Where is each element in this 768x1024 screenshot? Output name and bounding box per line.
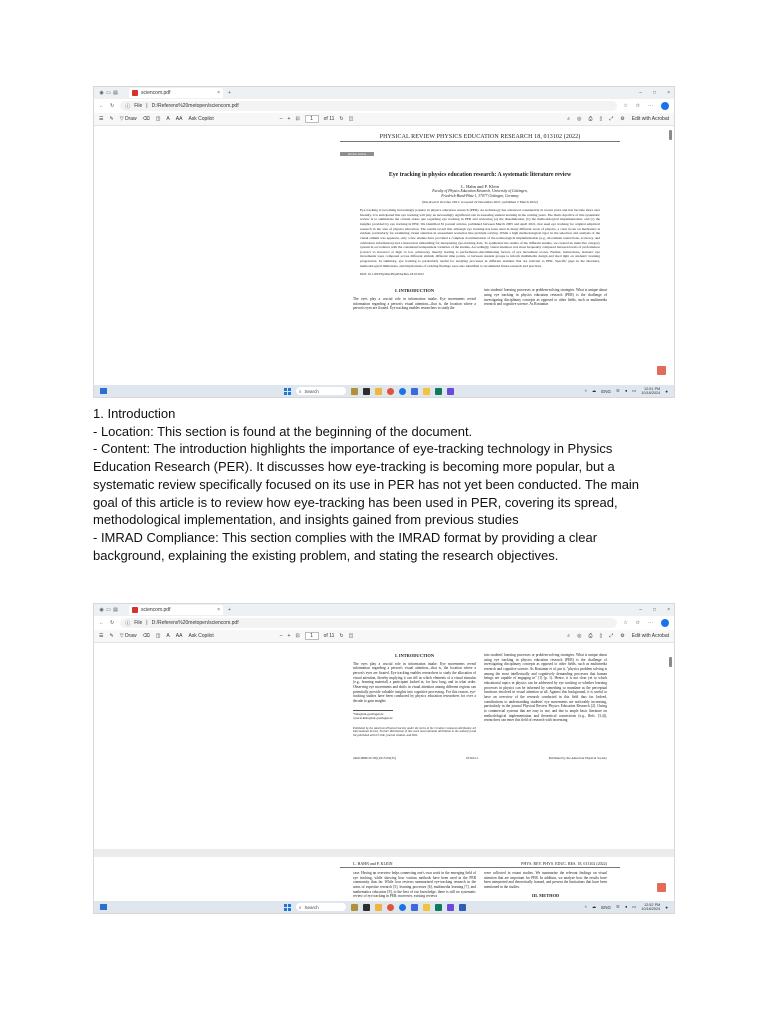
ask-copilot-button[interactable]: Ask Copilot — [188, 116, 214, 122]
body-column-left: case. Having an overview helps connecting one's own work in the emerging field of eye tracking, while showing how various methods have been used in the PER community thus far. While four reviews summarized eye-tracking research in the areas of expertise research [5], learning processes [6], multimedia learning [7], and mathematics education [8], to the best of our knowledge, there is still no systematic review of eye tracking in PER; moreover, existing reviews — [353, 871, 476, 899]
browser-tab[interactable] — [129, 88, 223, 98]
notes-imrad: - IMRAD Compliance: This section complies with the IMRAD format by providing a clear background, explaining the existing problem, and stating the research objectives. — [93, 529, 598, 563]
more-icon[interactable]: ··· — [648, 620, 653, 626]
app-icon[interactable] — [387, 388, 394, 395]
footnote-1: *lahn@uni-goettingen.de — [353, 711, 384, 716]
authors: L. Hahn and P. Klein — [461, 184, 499, 189]
refresh-icon[interactable]: ↻ — [110, 103, 115, 109]
print-icon[interactable]: ⎙ — [588, 633, 593, 639]
clock[interactable] — [641, 903, 660, 911]
notification-bell-icon[interactable]: ● — [665, 388, 668, 394]
address-bar-row — [94, 616, 674, 630]
draw-icon: ▽ — [119, 116, 124, 122]
article-title: Eye tracking in physics education research: A systematic literature review — [388, 172, 572, 178]
review-article-tag: Review Article — [340, 152, 374, 156]
received-dates: (Received 6 October 2021; accepted 22 December 2021; published 2 March 2022) — [422, 200, 538, 205]
back-icon[interactable]: ← — [99, 620, 104, 626]
page-number-input[interactable]: 1 — [305, 115, 319, 123]
rotate-icon[interactable]: ↻ — [339, 633, 344, 639]
close-window-button[interactable]: × — [667, 607, 670, 613]
app-icon[interactable] — [435, 904, 442, 911]
taskbar — [94, 385, 674, 397]
running-authors: L. HAHN and P. KLEIN — [353, 861, 393, 866]
page-total: of 11 — [323, 633, 335, 639]
save-icon[interactable]: ◎ — [577, 633, 582, 639]
favorites-icon[interactable]: ✩ — [635, 103, 640, 109]
app-icon[interactable] — [423, 904, 430, 911]
draw-icon: ▽ — [119, 633, 124, 639]
footnote-2: †pascal.klein@uni-goettingen.de — [353, 715, 393, 720]
footer-left: 2469-9896/22/18(1)/013102(35) — [353, 756, 396, 761]
tab-title: sciencom.pdf — [141, 607, 171, 613]
doi[interactable]: DOI: 10.1103/PhysRevPhysEducRes.18.013102 — [360, 272, 424, 277]
body-column-left: The eyes play a crucial role in information intake. Eye movements reveal information regarding a person's visual attention—that is, the location where a person's eyes are fixated. Eye tracking enables researchers to study the allocation of visual attention, thereby implying it can tell us which elements of a visual stimulus (e.g., learning material) a participant looked at, for how long, and in what order. Observing eye movements and shifts in visual attention among different regions can potentially provide valuable insights into cognitive processing. For this reason, eye-tracking studies have been conducted by physics education researchers for over a decade to gain insights — [353, 661, 476, 704]
close-window-button[interactable]: × — [667, 90, 670, 96]
app-icon[interactable] — [351, 904, 358, 911]
tab-actions-icon[interactable]: ▤ — [113, 607, 118, 613]
draw-label: Draw — [124, 633, 137, 639]
method-heading: III. METHOD — [531, 892, 560, 898]
body-columns — [340, 653, 620, 738]
volume-icon[interactable]: ◂ — [624, 904, 627, 909]
more-icon[interactable]: ··· — [648, 103, 653, 109]
favorites-icon[interactable]: ✩ — [635, 620, 640, 626]
battery-icon[interactable]: ▭ — [632, 904, 637, 909]
browser-tab-bar — [94, 604, 674, 616]
erase-icon[interactable]: ⌫ — [142, 116, 150, 122]
app-icon[interactable] — [363, 388, 370, 395]
notes-section — [93, 405, 653, 564]
word-icon[interactable] — [459, 904, 466, 911]
search-label: Search — [304, 904, 319, 910]
copilot-icon[interactable] — [661, 102, 669, 110]
minimize-button[interactable]: – — [639, 607, 643, 613]
address-field[interactable]: ⓘ File | D:/Referens%20metopen/sciencom.pdf — [120, 101, 617, 111]
section-heading: I. INTRODUCTION — [394, 653, 435, 658]
acrobat-icon[interactable] — [657, 366, 666, 375]
favorite-icon[interactable]: ☆ — [623, 103, 628, 109]
favorite-icon[interactable]: ☆ — [623, 620, 628, 626]
footer-right: Published by the American Physical Society — [548, 756, 607, 761]
wifi-icon[interactable]: ≋ — [615, 904, 620, 909]
footer-page-number: 013102-1 — [465, 756, 479, 761]
settings-icon[interactable]: ⚙ — [620, 633, 625, 639]
tab-actions-icon[interactable]: ▤ — [113, 90, 118, 96]
rotate-icon[interactable]: ↻ — [339, 116, 344, 122]
browser-tab-bar — [94, 87, 674, 99]
zoom-out-button[interactable]: – — [279, 116, 283, 122]
wifi-icon[interactable]: ≋ — [615, 388, 620, 393]
profile-icon[interactable]: ◉ — [99, 90, 104, 96]
screenshot-browser-pdf-1 — [93, 86, 675, 398]
address-bar-row — [94, 99, 674, 113]
close-tab-icon[interactable]: × — [217, 607, 220, 613]
save-as-icon[interactable]: ▯ — [599, 633, 603, 639]
print-icon[interactable]: ⎙ — [588, 116, 593, 122]
file-label: File — [134, 103, 143, 109]
new-tab-button[interactable]: + — [228, 607, 231, 613]
language-indicator[interactable]: ENG — [601, 904, 611, 910]
address-field[interactable]: ⓘ File | D:/Referens%20metopen/sciencom.pdf — [120, 618, 617, 628]
app-icon[interactable] — [435, 388, 442, 395]
search-icon[interactable]: ⌕ — [567, 116, 571, 122]
scrollbar[interactable] — [669, 130, 672, 140]
notes-content: - Content: The introduction highlights the importance of eye-tracking technology in Physics Education Research (PER). It discusses how eye-tracking is becoming more popular, but a systematic review specifically focused on its use in PER has not yet been conducted. The main goal of this article is to review how eye-tracking has been used in PER, covering its spread, methodological implementation, and insights gained from previous studies — [93, 441, 640, 528]
app-icon[interactable] — [387, 904, 394, 911]
erase-icon[interactable]: ⌫ — [142, 633, 150, 639]
page-view-icon[interactable]: ◫ — [155, 633, 161, 639]
pdf-toolbar — [94, 113, 674, 126]
close-tab-icon[interactable]: × — [217, 90, 220, 96]
journal-header: PHYSICAL REVIEW PHYSICS EDUCATION RESEARCH 18, 013102 (2022) — [340, 134, 620, 142]
pdf-toolbar — [94, 630, 674, 643]
affiliation-line-1: Faculty of Physics Education Research, University of Göttingen, — [432, 189, 528, 193]
chevron-up-icon[interactable]: ^ — [584, 904, 587, 910]
pdf-icon — [132, 607, 138, 613]
workspaces-icon[interactable]: ▭ — [106, 607, 111, 613]
acrobat-icon[interactable] — [657, 883, 666, 892]
windows-start-icon[interactable] — [284, 904, 291, 911]
widgets-icon[interactable] — [100, 904, 107, 910]
windows-start-icon[interactable] — [284, 388, 291, 395]
address-url: D:/Referens%20metopen/sciencom.pdf — [151, 103, 239, 109]
app-icon[interactable] — [423, 388, 430, 395]
new-tab-button[interactable]: + — [228, 90, 231, 96]
read-aloud-icon[interactable]: A — [166, 633, 170, 639]
zoom-out-button[interactable]: – — [279, 633, 283, 639]
notes-heading: 1. Introduction — [93, 406, 176, 421]
draw-button[interactable] — [120, 116, 137, 122]
abstract: Eye tracking is becoming increasingly popular in physics education research (PER). As technology has advanced considerably in recent years and has become more user friendly, it is anticipated that eye tracking will play an increasingly significant role in assessing student learning in the coming years. The main objective of this systematic review is to summarize the current status quo regarding eye tracking in PER and reviewing (a) the dissemination, (b) the methodological implementation, and (c) the insights provided by eye tracking in PER. We identified 81 journal articles, published between March 2005 and April 2021, that used eye tracking for original empirical research in the area of physics education. The results reveal that although eye tracking has been used in many different areas of physics, a clear focus on mechanics is evident, particularly for examining visual attention in assessment scenarios like problem solving. While a high methodological rigor in the selection and analysis of the visual stimuli was apparent, only a few studies have provided a complete documentation of the technological implementation (e.g., movement restrictions, accuracy, and calibration information) and a theoretical embedding for interpreting eye-tracking data. To synthesize the results of the different studies, we created an inductive category system in accordance with the considered independent variables of the studies. Accordingly, visual attention was most frequently compared between levels of performance (correct vs incorrect or high vs low achievers), thereby leading to performance-discriminating factors of eye movement scores. Further, instructions, learners' eye movements were compared across different stimuli, different time points, or between student groups to inform multimedia design and shed light on students' learning progression. In summary, eye tracking is particularly useful for studying processes in different domains that are relevant to PER. Specific gaps in the literature, methodological limitations, and implications of existing findings were also identified to recommend future research and practices. — [360, 208, 600, 268]
widgets-icon[interactable] — [100, 388, 107, 394]
refresh-icon[interactable]: ↻ — [110, 620, 115, 626]
taskbar — [94, 901, 674, 913]
cloud-icon[interactable]: ☁ — [591, 904, 597, 909]
settings-icon[interactable]: ⚙ — [620, 116, 625, 122]
page-view-icon[interactable]: ◫ — [155, 116, 161, 122]
language-indicator[interactable]: ENG — [601, 388, 611, 394]
zoom-in-button[interactable]: + — [287, 633, 291, 639]
app-icon[interactable] — [411, 904, 418, 911]
fit-icon[interactable]: ⊡ — [295, 116, 300, 122]
fit-icon[interactable]: ⊡ — [295, 633, 300, 639]
expand-icon[interactable]: ⤢ — [609, 633, 614, 639]
body-columns — [340, 288, 620, 311]
pdf-page-1 — [340, 134, 620, 311]
pdf-viewer[interactable] — [94, 643, 674, 904]
chevron-up-icon[interactable]: ^ — [584, 388, 587, 394]
file-explorer-icon[interactable] — [375, 904, 382, 911]
scrollbar[interactable] — [669, 657, 672, 667]
maximize-button[interactable]: □ — [653, 90, 657, 96]
zoom-in-button[interactable]: + — [287, 116, 291, 122]
expand-icon[interactable]: ⤢ — [609, 116, 614, 122]
tab-title: sciencom.pdf — [141, 90, 171, 96]
info-icon: ⓘ — [125, 103, 131, 110]
search-icon: ⌕ — [299, 388, 302, 394]
draw-label: Draw — [124, 116, 137, 122]
edge-icon[interactable] — [399, 388, 406, 395]
text-size-button[interactable]: AA — [175, 116, 183, 122]
contents-icon[interactable]: ☰ — [99, 116, 104, 122]
back-icon[interactable]: ← — [99, 103, 104, 109]
profile-icon[interactable]: ◉ — [99, 607, 104, 613]
cloud-icon[interactable]: ☁ — [591, 388, 597, 393]
search-icon[interactable]: ⌕ — [567, 633, 571, 639]
app-icon[interactable] — [447, 388, 454, 395]
app-icon[interactable] — [363, 904, 370, 911]
page-footer — [340, 756, 620, 760]
body-column-right: into students' learning processes or problem-solving strategies. What is unique about using eye tracking in physics education research (PER) is the challenge of investigating disciplinary concepts as opposed to other fields, such as multimedia research and cognitive science. As Rosiantar — [484, 288, 607, 307]
highlight-icon[interactable]: ✎ — [109, 633, 114, 639]
taskbar-search[interactable] — [296, 387, 346, 395]
highlight-icon[interactable]: ✎ — [109, 116, 114, 122]
battery-icon[interactable]: ▭ — [632, 388, 637, 393]
read-aloud-icon[interactable]: A — [166, 116, 170, 122]
save-icon[interactable]: ◎ — [577, 116, 582, 122]
notification-bell-icon[interactable]: ● — [665, 904, 668, 910]
section-heading: I. INTRODUCTION — [394, 288, 435, 294]
running-journal: PHYS. REV. PHYS. EDUC. RES. 18, 013102 (2022) — [521, 861, 607, 866]
page-separator — [94, 849, 675, 857]
two-page-icon[interactable]: ◫ — [348, 633, 354, 639]
pdf-page-2 — [340, 861, 620, 906]
app-icon[interactable] — [411, 388, 418, 395]
body-column-left: The eyes play a crucial role in information intake. Eye movements reveal information regarding a person's visual attention—that is, the location where a person's eyes are fixated. Eye tracking enables researchers to study the — [353, 296, 476, 311]
pdf-page-1-bottom — [340, 653, 620, 760]
page-2-header — [340, 861, 620, 868]
page-number-input[interactable]: 1 — [305, 632, 319, 640]
browser-tab[interactable] — [129, 605, 223, 615]
app-icon[interactable] — [447, 904, 454, 911]
body-column-right: into students' learning processes or problem-solving strategies. What is unique about using eye tracking in physics education research (PER) is the challenge of investigating disciplinary concepts as opposed to other fields, such as multimedia research and cognitive science. As Rosiantar et al. put it, "physics problem solving is among the most intellectually and cognitively demanding processes that human beings are capable of engaging in" [1] (p. 1). Hence, it is not clear yet to which educational topics in physics can be addressed by eye tracking or whether learning processes in physics can be informed by something so mundane as the perceptual functions involved in visual attention at all. Against this background, it is useful to have an overview of the research conducted in this field thus far. Indeed, contributions to understanding students' eye movements are noticeably increasing, particularly in the journal Physical Review Physics Education Research [2]. Owing to commercial systems that are easy to use, and due to ample basic literature on methodological implementation and theoretical connections (e.g., Refs. [3,4]), researchers can enter this field of research with increasing — [484, 653, 607, 723]
body-column-right: were collected in extant studies. We summarize the relevant findings on visual attention that are important for PER. In addition, we analyze how the results have been interpreted and theoretically framed, and present the limitations that have been mentioned in the studies. — [484, 871, 607, 890]
clock[interactable] — [641, 387, 660, 395]
info-icon: ⓘ — [125, 620, 131, 627]
clock-date: 10/18/2024 — [641, 907, 661, 911]
clock-date: 10/18/2024 — [641, 391, 661, 395]
footnote-rule — [353, 710, 393, 711]
ask-copilot-button[interactable]: Ask Copilot — [188, 633, 214, 639]
search-icon: ⌕ — [299, 904, 302, 910]
affiliation-line-2: Friedrich-Hund-Platz 1, 37077 Göttingen, Germany — [441, 193, 519, 198]
pdf-icon — [132, 90, 138, 96]
edit-with-acrobat-button[interactable]: Edit with Acrobat — [631, 116, 669, 122]
maximize-button[interactable]: □ — [653, 607, 657, 613]
contents-icon[interactable]: ☰ — [99, 633, 104, 639]
clock-time: 12:51 PM — [644, 387, 661, 392]
copilot-icon[interactable] — [661, 619, 669, 627]
search-label: Search — [304, 388, 319, 394]
volume-icon[interactable]: ◂ — [624, 388, 627, 393]
clock-time: 12:52 PM — [644, 903, 661, 908]
notes-location: - Location: This section is found at the beginning of the document. — [93, 423, 473, 439]
license-note: Published by the American Physical Society under the terms of the Creative Commons Attribution 4.0 International license. Further distribution of this work must maintain attribution to the author(s) and the published article's title, journal citation, and DOI. — [353, 725, 476, 738]
taskbar-search[interactable] — [296, 903, 346, 911]
edge-icon[interactable] — [399, 904, 406, 911]
workspaces-icon[interactable]: ▭ — [106, 90, 111, 96]
address-url: D:/Referens%20metopen/sciencom.pdf — [151, 620, 239, 626]
page-total: of 11 — [323, 116, 335, 122]
pdf-viewer[interactable] — [94, 126, 674, 387]
file-label: File — [134, 620, 143, 626]
text-size-button[interactable]: AA — [175, 633, 183, 639]
save-as-icon[interactable]: ▯ — [599, 116, 603, 122]
screenshot-browser-pdf-2 — [93, 603, 675, 914]
two-page-icon[interactable]: ◫ — [348, 116, 354, 122]
edit-with-acrobat-button[interactable]: Edit with Acrobat — [631, 633, 669, 639]
draw-button[interactable] — [120, 633, 137, 639]
minimize-button[interactable]: – — [639, 90, 643, 96]
file-explorer-icon[interactable] — [375, 388, 382, 395]
app-icon[interactable] — [351, 388, 358, 395]
